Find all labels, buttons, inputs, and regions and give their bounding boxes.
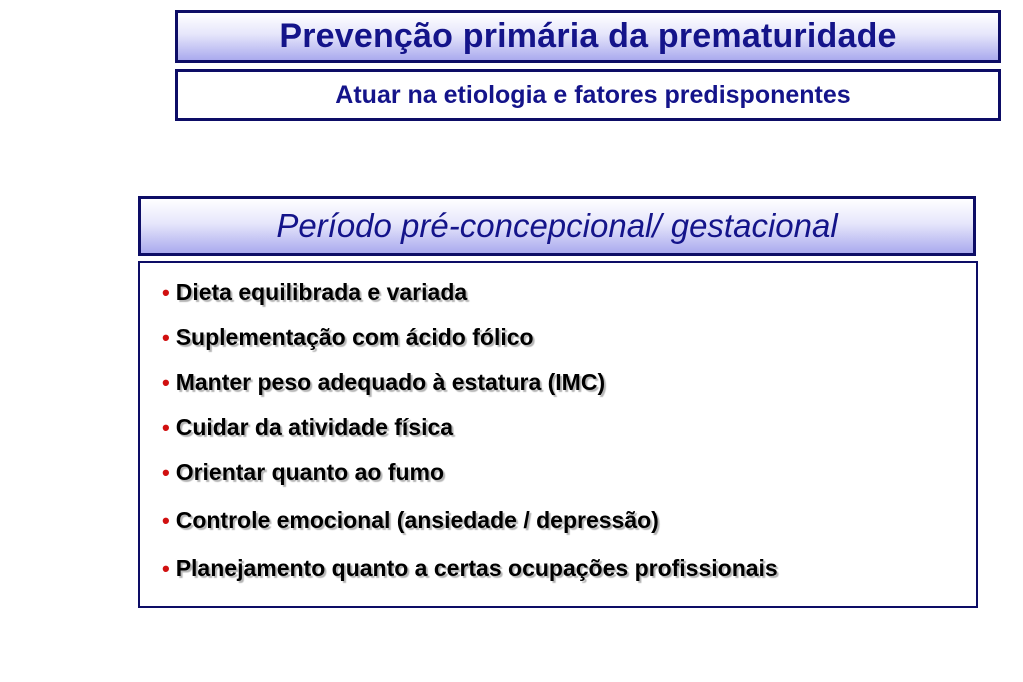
- page-subtitle: Atuar na etiologia e fatores predisponentes: [335, 80, 851, 109]
- bullet-icon: •: [162, 325, 170, 350]
- list-item-text: Cuidar da atividade física: [175, 414, 454, 440]
- bullet-icon: •: [162, 415, 170, 440]
- list-item-text: Controle emocional (ansiedade / depressão): [175, 507, 659, 533]
- bullet-icon: •: [162, 508, 170, 533]
- list-item: [162, 277, 778, 322]
- list-item: [162, 553, 778, 598]
- list-item-text: Manter peso adequado à estatura (IMC): [175, 369, 606, 395]
- bullet-icon: •: [162, 280, 170, 305]
- list-item-text: Planejamento quanto a certas ocupações profissionais: [175, 555, 778, 581]
- section-heading: Período pré-concepcional/ gestacional: [276, 207, 838, 244]
- list-item: [162, 412, 778, 457]
- bullet-icon: •: [162, 460, 170, 485]
- list-item: [162, 502, 778, 553]
- recommendations-list: [162, 277, 778, 598]
- subtitle-box: [175, 69, 1001, 121]
- list-item-text: Suplementação com ácido fólico: [175, 324, 534, 350]
- list-item: [162, 322, 778, 367]
- recommendations-box: [138, 261, 978, 608]
- list-item-text: Dieta equilibrada e variada: [175, 279, 468, 305]
- bullet-icon: •: [162, 370, 170, 395]
- list-item-text: Orientar quanto ao fumo: [175, 459, 445, 485]
- section-heading-box: [138, 196, 976, 256]
- page-title: Prevenção primária da prematuridade: [279, 17, 897, 55]
- list-item: [162, 457, 778, 502]
- title-box: [175, 10, 1001, 63]
- bullet-icon: •: [162, 556, 170, 581]
- list-item: [162, 367, 778, 412]
